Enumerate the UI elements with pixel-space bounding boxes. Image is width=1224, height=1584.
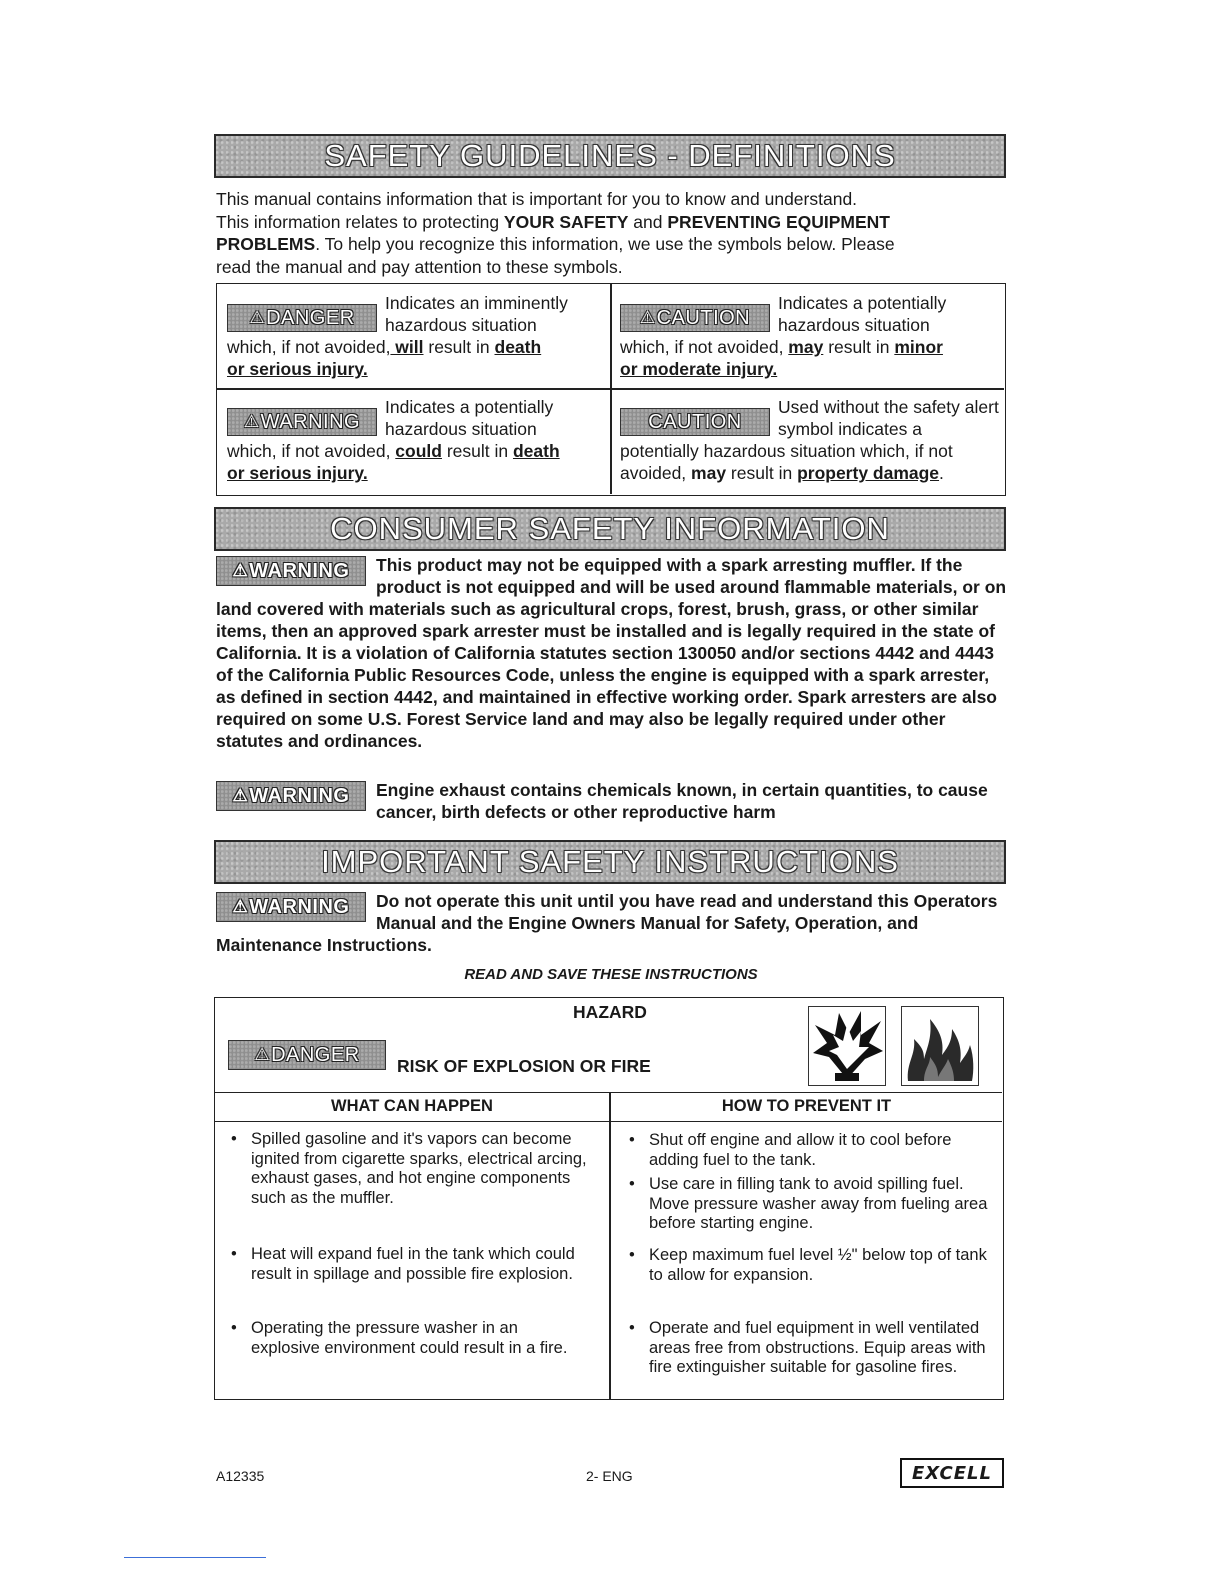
alert-triangle-icon: ⚠ xyxy=(232,561,249,580)
column-header-what: WHAT CAN HAPPEN xyxy=(331,1097,493,1115)
excell-logo: EXCELL xyxy=(900,1458,1004,1488)
list-item: • Heat will expand fuel in the tank which could result in spillage and possible fire explosion. xyxy=(231,1245,575,1283)
definition-body: which, if not avoided, could result in death xyxy=(227,441,560,461)
definition-caution-plain xyxy=(620,396,1000,484)
alert-triangle-icon: ⚠ xyxy=(249,308,266,327)
column-header-how: HOW TO PREVENT IT xyxy=(721,1097,892,1115)
definition-danger xyxy=(227,292,607,380)
alert-triangle-icon: ⚠ xyxy=(639,308,656,327)
fire-icon xyxy=(901,1006,979,1086)
warning-badge: ⚠ WARNING xyxy=(216,892,366,922)
definition-body: potentially hazardous situation which, if not xyxy=(620,441,953,461)
warning-text: Engine exhaust contains chemicals known, in certain quantities, to cause cancer, birth defects or other reproductive harm xyxy=(376,780,988,822)
intro-line: This manual contains information that is important for you to know and understand. xyxy=(216,189,858,209)
footer-code: A12335 xyxy=(216,1468,265,1484)
section-title: SAFETY GUIDELINES - DEFINITIONS xyxy=(324,138,896,173)
list-item: • Operate and fuel equipment in well ventilated areas free from obstructions. Equip areas with fire extinguisher suitable for gasoline fires. xyxy=(629,1319,986,1376)
warning-text: This product may not be equipped with a spark arresting muffler. If the product is not equipped and will be used around flammable materials, or on land covered with materials such as agricultural crops, forest, brush, grass, or other similar items, then an approved spark arrester must be installed and is legally required in the state of California. It is a violation of California statutes section 130050 and/or sections 4442 and 4443 of the California Public Resources Code, unless the engine is equipped with a spark arrester, as defined in section 4442, and maintained in effective working order. Spark arresters are also required on some U.S. Forest Service land and may also be legally required under other statutes and ordinances. xyxy=(216,555,1007,751)
caution-badge: CAUTION xyxy=(620,408,770,436)
operate-warning xyxy=(216,890,1006,956)
alert-triangle-icon: ⚠ xyxy=(232,897,249,916)
table-divider xyxy=(217,388,1004,390)
hazard-title: HAZARD xyxy=(573,1002,647,1022)
definition-head-text: Indicates a potentially hazardous situation xyxy=(385,397,554,439)
intro-line: This information relates to protecting YOUR SAFETY and PREVENTING EQUIPMENT xyxy=(216,211,890,232)
definition-body: which, if not avoided, will result in death xyxy=(227,337,542,357)
warning-badge: ⚠ WARNING xyxy=(227,408,377,436)
spark-arrester-warning xyxy=(216,554,1008,752)
column-divider xyxy=(609,1092,611,1399)
caution-badge: ⚠ CAUTION xyxy=(620,304,770,332)
warning-text: Do not operate this unit until you have read and understand this Operators Manual and the Engine Owners Manual for Safety, Operation, and Maintenance Instructions. xyxy=(216,891,998,955)
list-item: • Spilled gasoline and it's vapors can become ignited from cigarette sparks, electrical arcing, exhaust gases, and hot engine components such as the muffler. xyxy=(231,1130,587,1207)
section-title: CONSUMER SAFETY INFORMATION xyxy=(330,511,890,546)
exhaust-warning xyxy=(216,779,1008,823)
definition-head-text: Indicates an imminently hazardous situation xyxy=(385,293,568,335)
section-title: IMPORTANT SAFETY INSTRUCTIONS xyxy=(321,844,899,879)
definition-body: or serious injury. xyxy=(227,463,368,483)
list-item: • Use care in filling tank to avoid spilling fuel. Move pressure washer away from fueling area before starting engine. xyxy=(629,1175,988,1232)
danger-badge: ⚠ DANGER xyxy=(227,304,377,332)
definition-head-text: Used without the safety alert symbol indicates a xyxy=(778,397,999,439)
definition-body: which, if not avoided, may result in minor xyxy=(620,337,943,357)
footer-page-number: 2- ENG xyxy=(586,1468,633,1484)
section-banner-consumer-safety xyxy=(214,507,1006,551)
list-item: • Shut off engine and allow it to cool before adding fuel to the tank. xyxy=(629,1131,952,1169)
intro-paragraph xyxy=(216,188,1006,278)
explosion-icon xyxy=(808,1006,886,1086)
definitions-table xyxy=(216,283,1006,496)
warning-badge: ⚠ WARNING xyxy=(216,556,366,586)
list-item: • Operating the pressure washer in an explosive environment could result in a fire. xyxy=(231,1319,568,1357)
alert-triangle-icon: ⚠ xyxy=(232,786,249,805)
section-banner-safety-guidelines xyxy=(214,134,1006,178)
intro-line: read the manual and pay attention to these symbols. xyxy=(216,256,623,277)
danger-badge: ⚠ DANGER xyxy=(228,1040,386,1070)
bottom-rule xyxy=(124,1557,266,1558)
warning-badge: ⚠ WARNING xyxy=(216,781,366,811)
hazard-table xyxy=(214,997,1004,1400)
definition-head-text: Indicates a potentially hazardous situation xyxy=(778,293,947,335)
definition-body: or serious injury. xyxy=(227,359,368,379)
definition-body: avoided, may result in property damage. xyxy=(620,463,944,483)
section-banner-important-safety xyxy=(214,840,1006,884)
list-item: • Keep maximum fuel level ½" below top of tank to allow for expansion. xyxy=(629,1246,987,1284)
intro-line: PROBLEMS. To help you recognize this information, we use the symbols below. Please xyxy=(216,234,895,254)
read-save-instructions: READ AND SAVE THESE INSTRUCTIONS xyxy=(464,966,758,983)
definition-caution-alert xyxy=(620,292,1000,380)
alert-triangle-icon: ⚠ xyxy=(243,412,260,431)
alert-triangle-icon: ⚠ xyxy=(254,1045,271,1064)
hazard-risk: RISK OF EXPLOSION OR FIRE xyxy=(397,1056,651,1076)
definition-warning xyxy=(227,396,607,484)
definition-body: or moderate injury. xyxy=(620,359,778,379)
